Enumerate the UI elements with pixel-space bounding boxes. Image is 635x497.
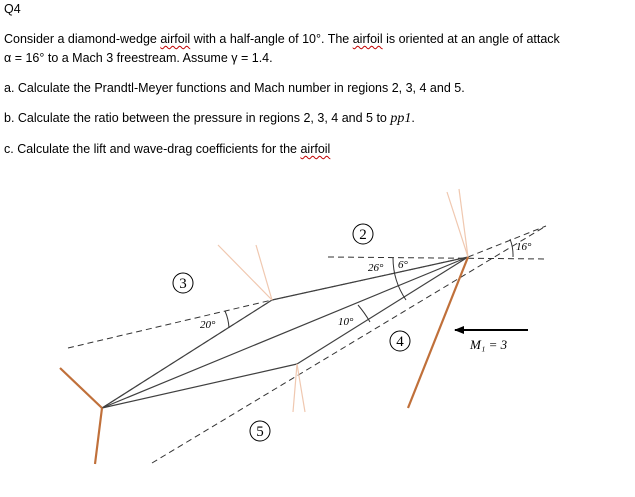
region-5-label: 5	[256, 424, 264, 440]
expansion-fan-ray	[459, 189, 468, 257]
angle-arc-20	[225, 311, 229, 328]
problem-statement-line-2: α = 16° to a Mach 3 freestream. Assume γ = 1.4.	[4, 51, 273, 65]
angle-arc-10	[358, 305, 370, 322]
statement-text: with a half-angle of 10°. The	[190, 32, 353, 46]
angle-label-10: 10°	[338, 316, 354, 328]
airfoil-upper-front-surface	[102, 300, 272, 408]
mach-number-label: M₁ = 3	[470, 337, 508, 352]
part-b-main: b. Calculate the ratio between the pressure in regions 2, 3, 4 and 5 to	[4, 111, 391, 125]
airfoil-chord	[102, 257, 468, 408]
airfoil-lower-front-surface	[102, 364, 297, 408]
horizontal-reference-line	[328, 257, 548, 259]
part-c-main: c. Calculate the lift and wave-drag coefficients for the	[4, 142, 301, 156]
spellcheck-word: airfoil	[300, 142, 331, 156]
region-2-label: 2	[359, 227, 367, 243]
expansion-fan-ray	[293, 364, 297, 412]
expansion-fan-ray	[297, 364, 305, 412]
part-b-period: .	[411, 111, 415, 125]
upper-front-surface-extension	[68, 300, 272, 348]
angle-label-6: 6°	[398, 259, 408, 271]
spellcheck-word: airfoil	[160, 32, 191, 46]
trailing-edge-shock	[60, 368, 102, 408]
question-number: Q4	[4, 2, 21, 16]
pressure-symbol: pp1	[390, 111, 412, 126]
angle-arc-16	[510, 239, 513, 257]
leading-edge-shock	[408, 257, 468, 408]
part-a-text: a. Calculate the Prandtl-Meyer functions and Mach number in regions 2, 3, 4 and 5.	[4, 81, 465, 95]
expansion-fan-ray	[447, 192, 468, 257]
statement-text: is oriented at an angle of attack	[382, 32, 560, 46]
angle-label-20: 20°	[200, 319, 216, 331]
angle-label-26: 26°	[368, 262, 384, 274]
region-4-label: 4	[396, 334, 404, 350]
statement-text: Consider a diamond-wedge	[4, 32, 161, 46]
freestream-direction-line	[468, 226, 546, 257]
spellcheck-word: airfoil	[352, 32, 383, 46]
trailing-edge-shock	[95, 408, 102, 464]
angle-label-16: 16°	[516, 241, 532, 253]
region-3-label: 3	[179, 276, 187, 292]
